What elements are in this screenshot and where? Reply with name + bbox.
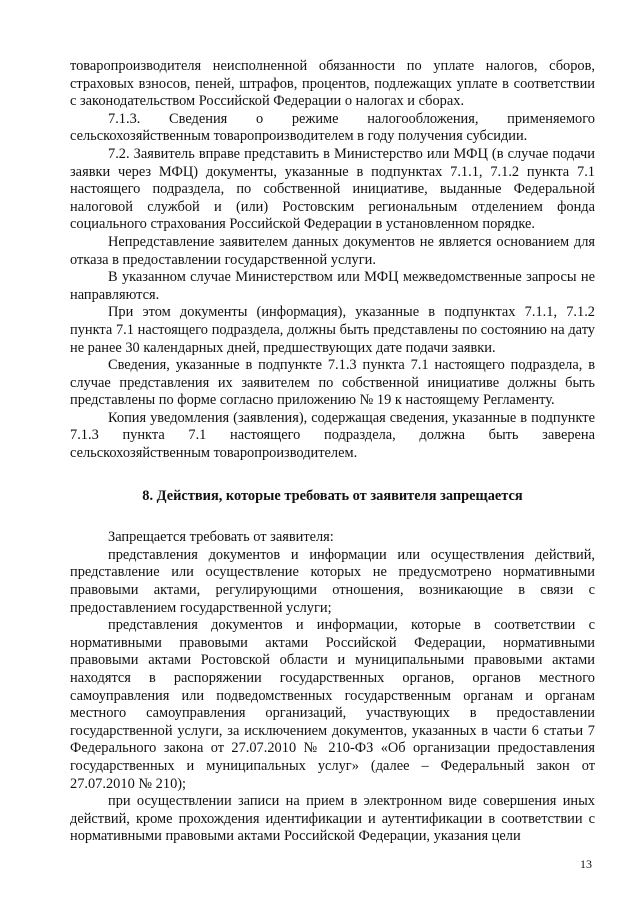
paragraph: В указанном случае Министерством или МФЦ межведомственные запросы не направляются. [70,269,595,303]
page-number: 13 [580,857,592,871]
paragraph: 7.2. Заявитель вправе представить в Министерство или МФЦ (в случае подачи заявки через МФЦ) документы, указанные в подпунктах 7.1.1, 7.1.2 пункта 7.1 настоящего подраздела, по собственной инициативе, выданные Федеральной налоговой службой и (или) Ростовским региональным отделением фонда социального страхования Российской Федерации в установленном порядке. [70,145,595,233]
paragraph: товаропроизводителя неисполненной обязанности по уплате налогов, сборов, страховых взносов, пеней, штрафов, процентов, подлежащих уплате в соответствии с законодательством Российской Федерации о налогах и сборах. [70,58,595,110]
paragraph: Непредставление заявителем данных документов не является основанием для отказа в предоставлении государственной услуги. [70,233,595,268]
paragraph: При этом документы (информация), указанные в подпунктах 7.1.1, 7.1.2 пункта 7.1 настоящего подраздела, должны быть представлены по состоянию на дату не ранее 30 календарных дней, предшествующих дате подачи заявки. [70,304,595,356]
section-8-text [70,529,595,846]
paragraph: представления документов и информации, которые в соответствии с нормативными правовыми актами Российской Федерации, нормативными правовыми актами Ростовской области и муниципальными правовыми актами находятся в распоряжении государственных органов, органов местного самоуправления или подведомственных государственным органам и органам местного самоуправления организаций, участвующих в предоставлении государственной услуги, за исключением документов, указанных в части 6 статьи 7 Федерального закона от 27.07.2010 № 210-ФЗ «Об организации предоставления государственных и муниципальных услуг» (далее – Федеральный закон от 27.07.2010 № 210); [70,617,595,792]
paragraph: при осуществлении записи на прием в электронном виде совершения иных действий, кроме прохождения идентификации и аутентификации в соответствии с нормативными правовыми актами Российской Федерации, указания цели [70,793,595,845]
section-7-text [70,58,595,463]
paragraph: Сведения, указанные в подпункте 7.1.3 пункта 7.1 настоящего подраздела, в случае представления их заявителем по собственной инициативе должны быть представлены по форме согласно приложению № 19 к настоящему Регламенту. [70,357,595,409]
paragraph: Копия уведомления (заявления), содержащая сведения, указанные в подпункте 7.1.3 пункта 7.1 настоящего подраздела, должна быть заверена сельскохозяйственным товаропроизводителем. [70,409,595,462]
paragraph: Запрещается требовать от заявителя: [108,529,334,546]
paragraph: 7.1.3. Сведения о режиме налогообложения, применяемого сельскохозяйственным товаропроизводителем в году получения субсидии. [70,110,595,145]
paragraph: представления документов и информации или осуществления действий, представление или осуществление которых не предусмотрено нормативными правовыми актами, регулирующими отношения, возникающие в связи с предоставлением государственной услуги; [70,546,595,616]
document-body [70,58,595,846]
section-heading: 8. Действия, которые требовать от заявителя запрещается [142,487,523,504]
